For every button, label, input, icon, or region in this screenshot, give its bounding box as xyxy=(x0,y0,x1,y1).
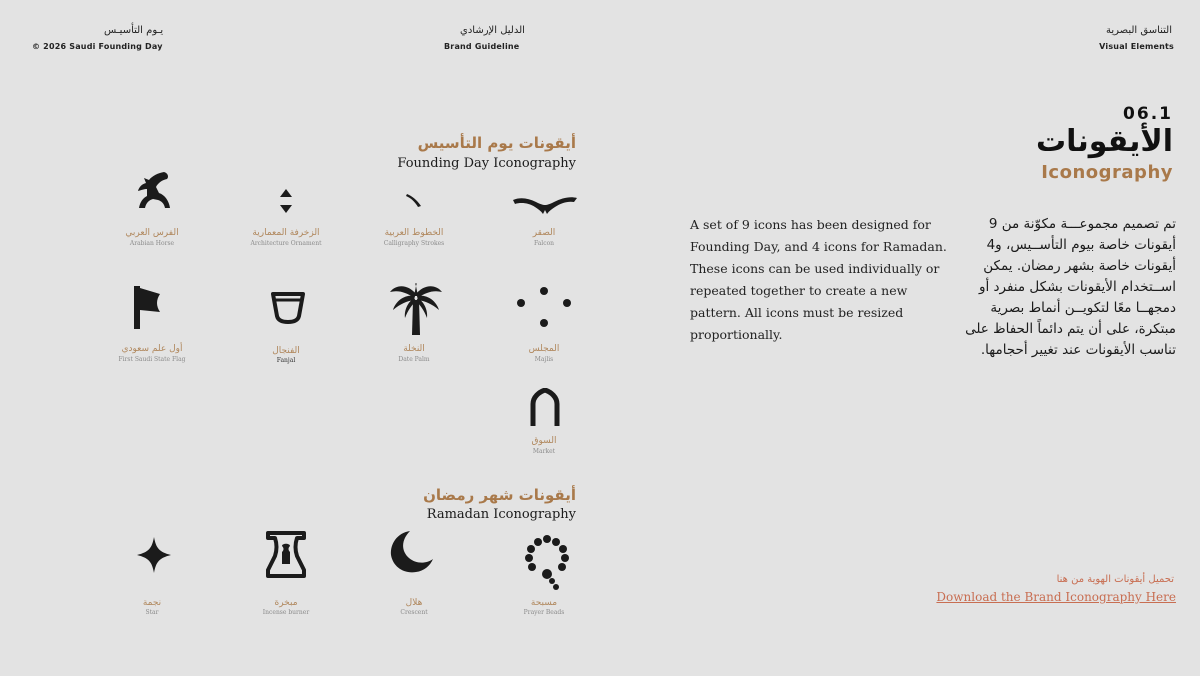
icon-label-ar: أول علم سعودي xyxy=(121,344,183,354)
ornament-icon xyxy=(278,188,294,214)
incense-icon xyxy=(264,530,308,578)
download-link-ar[interactable]: تحميل أيقونات الهوية من هنا xyxy=(1056,574,1174,585)
ramadan-heading-en: Ramadan Iconography xyxy=(426,507,576,522)
falcon-icon xyxy=(512,188,578,216)
description-ar: تم تصميم مجموعـــة مكوّنة من 9 أيقونات خاصة بيوم التأســيس، و4 أيقونات خاصة بشهر رمضان. يمكن اســتخدام الأيقونات بشكل منفرد أو دمجهــا معًا لتكويــن أنماط بصرية مبتكرة، على أن يتم دائماً الحفاظ على تناسب الأيقونات عند تغيير أحجامها. xyxy=(965,216,1176,358)
icon-label-en: Arabian Horse xyxy=(129,240,175,247)
icon-label-en: Majlis xyxy=(534,356,554,363)
horse-icon xyxy=(134,170,172,212)
icon-label-en: Architecture Ornament xyxy=(250,240,322,247)
icon-label-ar: الخطوط العربية xyxy=(384,228,444,238)
icon-label-en: Fanjal xyxy=(276,357,296,364)
flag-icon xyxy=(130,284,166,330)
icon-label-ar: الزخرفة المعمارية xyxy=(252,228,320,238)
icon-label-en: Star xyxy=(145,609,159,616)
icon-label-ar: مسبحة xyxy=(530,598,558,608)
header-center-ar: الدليل الإرشادي xyxy=(460,25,525,36)
page-title: الأيقونات xyxy=(1036,124,1173,159)
icon-label-en: First Saudi State Flag xyxy=(118,356,186,363)
icon-label-en: Date Palm xyxy=(398,356,430,363)
icon-label-ar: هلال xyxy=(405,598,423,608)
header-left-ar: يـوم التأسيـس xyxy=(104,25,164,36)
icon-label-ar: الصقر xyxy=(532,228,556,238)
icon-label-en: Prayer Beads xyxy=(523,609,565,616)
crescent-icon xyxy=(388,528,436,576)
icon-label-en: Falcon xyxy=(533,240,555,247)
description-en: A set of 9 icons has been designed for Founding Day, and 4 icons for Ramadan. These icons can be used individually or repeated together to create a new pattern. All icons must be resized proportionally. xyxy=(690,217,947,342)
founding-heading-ar: أيقونات يوم التأسيس xyxy=(417,134,576,152)
icon-label-ar: نجمة xyxy=(142,598,162,608)
ramadan-heading-ar: أيقونات شهر رمضان xyxy=(423,486,576,504)
page-subtitle: Iconography xyxy=(1041,162,1173,183)
founding-heading-en: Founding Day Iconography xyxy=(397,156,576,171)
copyright-text: © 2026 Saudi Founding Day xyxy=(32,42,163,51)
icon-label-ar: الفرس العربي xyxy=(125,228,179,238)
icon-label-ar: السوق xyxy=(531,436,557,446)
icon-label-en: Incense burner xyxy=(262,609,310,616)
icon-label-ar: المجلس xyxy=(528,344,560,354)
icon-label-en: Market xyxy=(532,448,556,455)
majlis-icon xyxy=(514,286,574,330)
palm-icon xyxy=(388,280,444,336)
icon-label-en: Calligraphy Strokes xyxy=(383,240,445,247)
icon-label-ar: الفنجال xyxy=(272,346,300,356)
cup-icon xyxy=(270,290,306,324)
section-number: 06.1 xyxy=(1123,104,1173,124)
beads-icon xyxy=(522,534,572,590)
market-icon xyxy=(528,388,562,428)
header-center-en: Brand Guideline xyxy=(444,42,520,51)
icon-label-en: Crescent xyxy=(400,609,428,616)
star-icon xyxy=(136,536,172,574)
header-right-en: Visual Elements xyxy=(1099,42,1174,51)
download-link[interactable]: Download the Brand Iconography Here xyxy=(936,590,1176,604)
icon-label-ar: النخلة xyxy=(403,344,425,354)
calligraphy-icon xyxy=(405,192,423,208)
icon-label-ar: مبخرة xyxy=(274,598,298,608)
header-right-ar: التناسق البصرية xyxy=(1106,25,1172,36)
